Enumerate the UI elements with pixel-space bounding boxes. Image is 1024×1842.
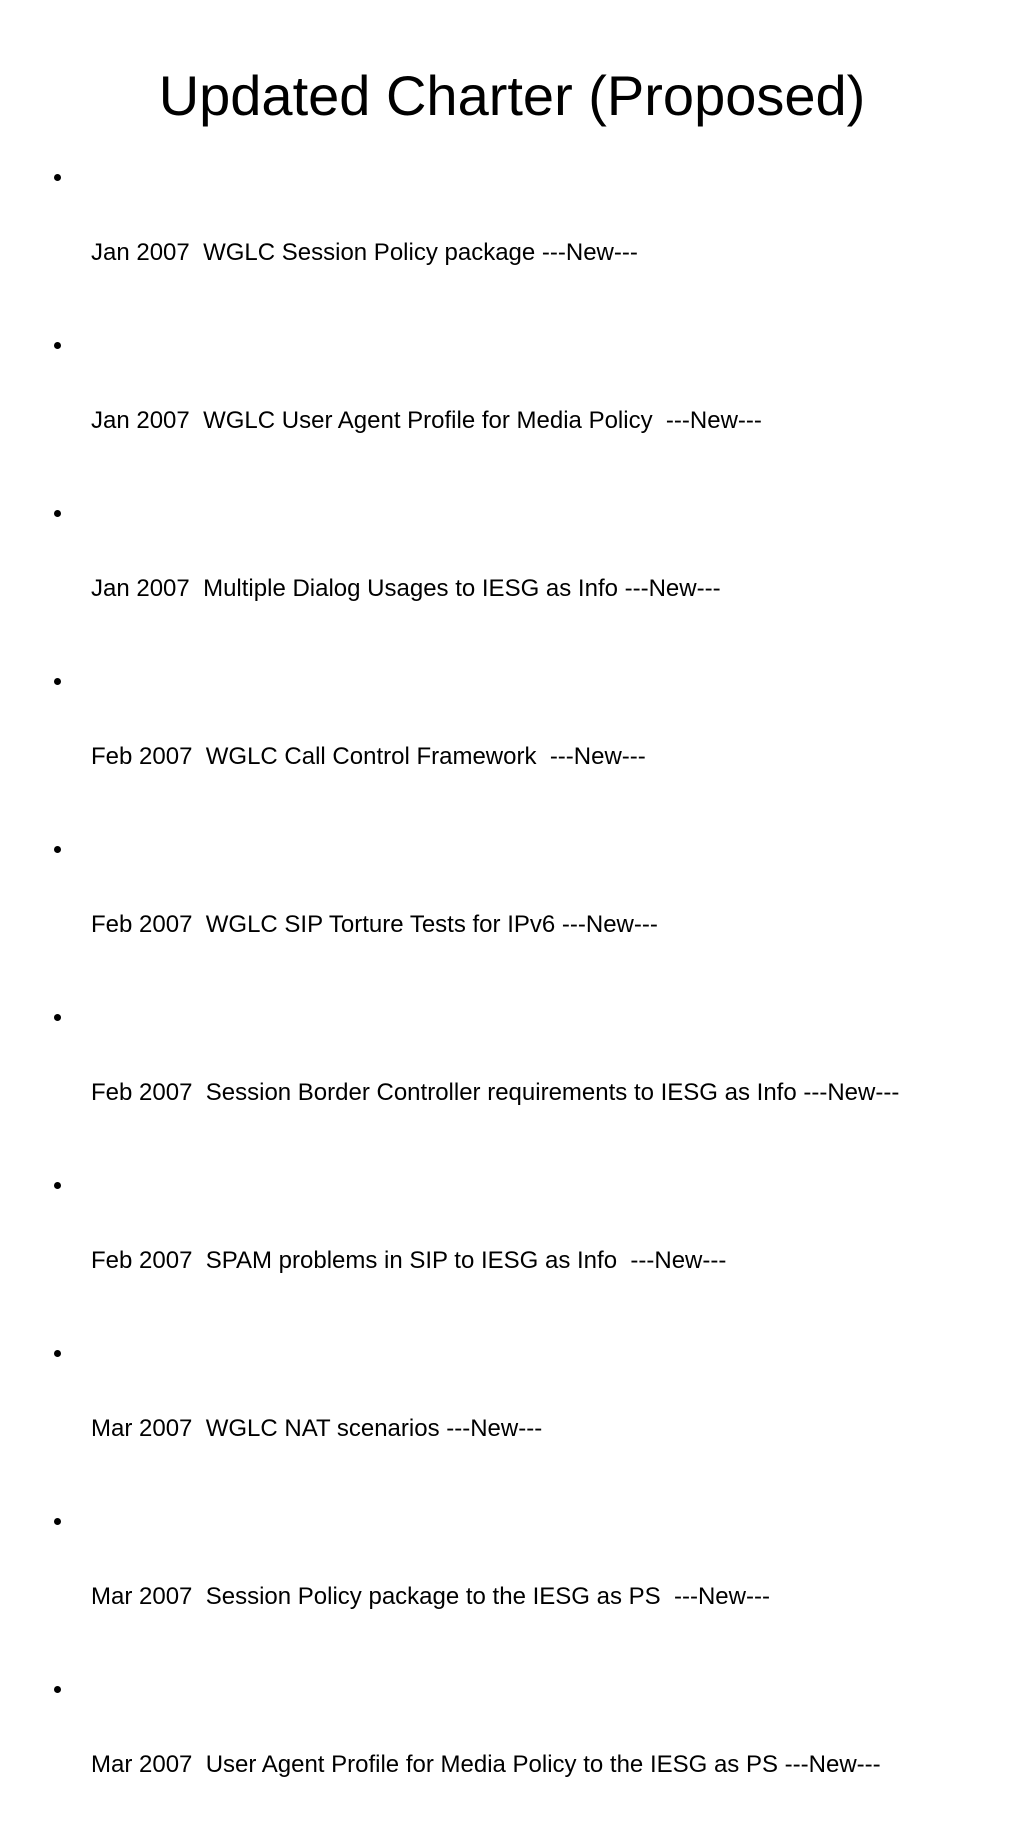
list-item [40,1170,1015,1326]
list-item [40,330,1015,486]
list-item [40,1674,1015,1830]
list-item [40,1002,1015,1158]
list-item-text: Feb 2007 WGLC SIP Torture Tests for IPv6 ---New--- [91,911,658,938]
bullet-list [40,162,1015,1842]
list-item-text: Mar 2007 WGLC NAT scenarios ---New--- [91,1415,543,1442]
list-item [40,1338,1015,1494]
bullet-icon [54,1014,61,1021]
bullet-icon [54,510,61,517]
bullet-icon [54,846,61,853]
list-item-text: Feb 2007 Session Border Controller requirements to IESG as Info ---New--- [91,1079,900,1106]
bullet-icon [54,174,61,181]
list-item-text: Jan 2007 Multiple Dialog Usages to IESG as Info ---New--- [91,575,721,602]
bullet-icon [54,1686,61,1693]
list-item [40,1506,1015,1662]
list-item-text: Mar 2007 Session Policy package to the IESG as PS ---New--- [91,1583,770,1610]
list-item [40,834,1015,990]
slide-title: Updated Charter (Proposed) [158,64,866,127]
bullet-icon [54,1182,61,1189]
list-item [40,498,1015,654]
bullet-icon [54,1350,61,1357]
bullet-icon [54,678,61,685]
bullet-icon [54,342,61,349]
list-item-text: Mar 2007 User Agent Profile for Media Policy to the IESG as PS ---New--- [91,1751,881,1778]
list-item [40,666,1015,822]
list-item [40,162,1015,318]
list-item-text: Feb 2007 SPAM problems in SIP to IESG as Info ---New--- [91,1247,727,1274]
list-item-text: Jan 2007 WGLC Session Policy package ---New--- [91,239,638,266]
list-item-text: Jan 2007 WGLC User Agent Profile for Media Policy ---New--- [91,407,762,434]
list-item-text: Feb 2007 WGLC Call Control Framework ---New--- [91,743,646,770]
bullet-icon [54,1518,61,1525]
